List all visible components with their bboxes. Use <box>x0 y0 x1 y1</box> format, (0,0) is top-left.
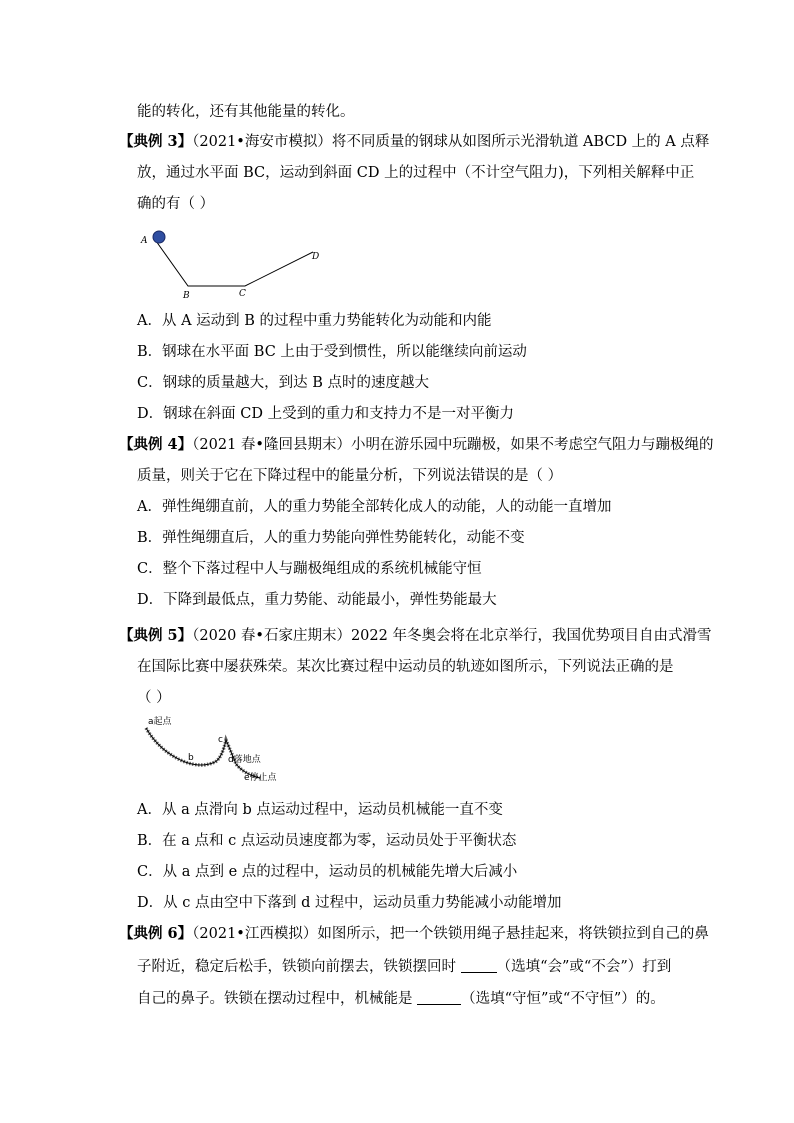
label-a: A <box>141 236 148 246</box>
label-b: B <box>183 291 190 301</box>
ski-slope-line <box>146 728 260 778</box>
q6-line2 <box>137 957 671 977</box>
q3-line1-text: （2021•海安市模拟）将不同质量的钢球从如图所示光滑轨道 ABCD 上的 A 点释 <box>192 134 710 150</box>
intro-text: 能的转化，还有其他能量的转化。 <box>137 104 355 120</box>
q5-line2: 在国际比赛中屡获殊荣。某次比赛过程中运动员的轨迹如图所示，下列说法正确的是 <box>137 659 674 675</box>
track-abcd <box>156 241 313 286</box>
q4-option-a: A．弹性绳绷直前，人的重力势能全部转化成人的动能，人的动能一直增加 <box>137 499 612 515</box>
q4-line1 <box>119 435 713 455</box>
label-b-point: b <box>188 753 194 763</box>
q6-line1 <box>119 924 709 944</box>
q5-line1 <box>119 626 711 646</box>
q3-option-b: B．钢球在水平面 BC 上由于受到惯性，所以能继续向前运动 <box>137 344 527 360</box>
q5-ski-track-figure <box>140 714 300 784</box>
steel-ball <box>153 231 165 243</box>
q3-tag: 【典例 3】 <box>119 133 193 150</box>
q4-tag: 【典例 4】 <box>119 436 193 453</box>
q6-tag: 【典例 6】 <box>119 925 193 942</box>
label-a-start: a起点 <box>148 717 172 727</box>
q6-line3 <box>137 989 665 1009</box>
q4-line1-text: （2021 春•隆回县期末）小明在游乐园中玩蹦极，如果不考虑空气阻力与蹦极绳的 <box>192 437 714 453</box>
q5-option-d: D．从 c 点由空中下落到 d 过程中，运动员重力势能减小动能增加 <box>137 895 562 911</box>
label-d-landing: d落地点 <box>228 755 261 765</box>
q5-tag: 【典例 5】 <box>119 627 193 644</box>
q3-line1 <box>119 132 709 152</box>
label-c: C <box>239 289 246 299</box>
q3-line2: 放，通过水平面 BC，运动到斜面 CD 上的过程中（不计空气阻力)，下列相关解释中正 <box>137 165 695 181</box>
q6-line2-text-b: （选填“会”或“不会”）打到 <box>496 959 672 975</box>
q5-option-a: A．从 a 点滑向 b 点运动过程中，运动员机械能一直不变 <box>137 802 503 818</box>
q3-option-d: D．钢球在斜面 CD 上受到的重力和支持力不是一对平衡力 <box>137 406 515 422</box>
q6-blank-2[interactable] <box>417 990 461 1005</box>
q3-track-figure <box>130 225 350 305</box>
q6-line3-text-a: 自己的鼻子。铁锁在摆动过程中，机械能是 <box>137 991 418 1007</box>
q4-option-c: C．整个下落过程中人与蹦极绳组成的系统机械能守恒 <box>137 561 482 577</box>
label-e-stop: e停止点 <box>244 773 277 783</box>
q6-line2-text-a: 子附近，稳定后松手，铁锁向前摆去，铁锁摆回时 <box>137 959 461 975</box>
q4-line2: 质量，则关于它在下降过程中的能量分析，下列说法错误的是（ ） <box>137 468 563 484</box>
q3-option-c: C．钢球的质量越大，到达 B 点时的速度越大 <box>137 375 429 391</box>
q6-line1-text: （2021•江西模拟）如图所示，把一个铁锁用绳子悬挂起来，将铁锁拉到自己的鼻 <box>192 926 709 942</box>
label-d: D <box>312 252 320 262</box>
q5-option-b: B．在 a 点和 c 点运动员速度都为零，运动员处于平衡状态 <box>137 833 517 849</box>
q5-line1-text: （2020 春•石家庄期末）2022 年冬奥会将在北京举行，我国优势项目自由式滑雪 <box>192 628 712 644</box>
q6-blank-1[interactable] <box>461 958 497 973</box>
q5-option-c: C．从 a 点到 e 点的过程中，运动员的机械能先增大后减小 <box>137 864 518 880</box>
q5-line3: （ ） <box>137 690 171 706</box>
q4-option-b: B．弹性绳绷直后，人的重力势能向弹性势能转化，动能不变 <box>137 530 525 546</box>
q3-line3: 确的有（ ） <box>137 196 215 212</box>
q6-line3-text-b: （选填“守恒”或“不守恒”）的。 <box>461 991 665 1007</box>
label-c-point: c <box>218 735 223 745</box>
q3-option-a: A．从 A 运动到 B 的过程中重力势能转化为动能和内能 <box>137 313 492 329</box>
q4-option-d: D．下降到最低点，重力势能、动能最小，弹性势能最大 <box>137 592 497 608</box>
